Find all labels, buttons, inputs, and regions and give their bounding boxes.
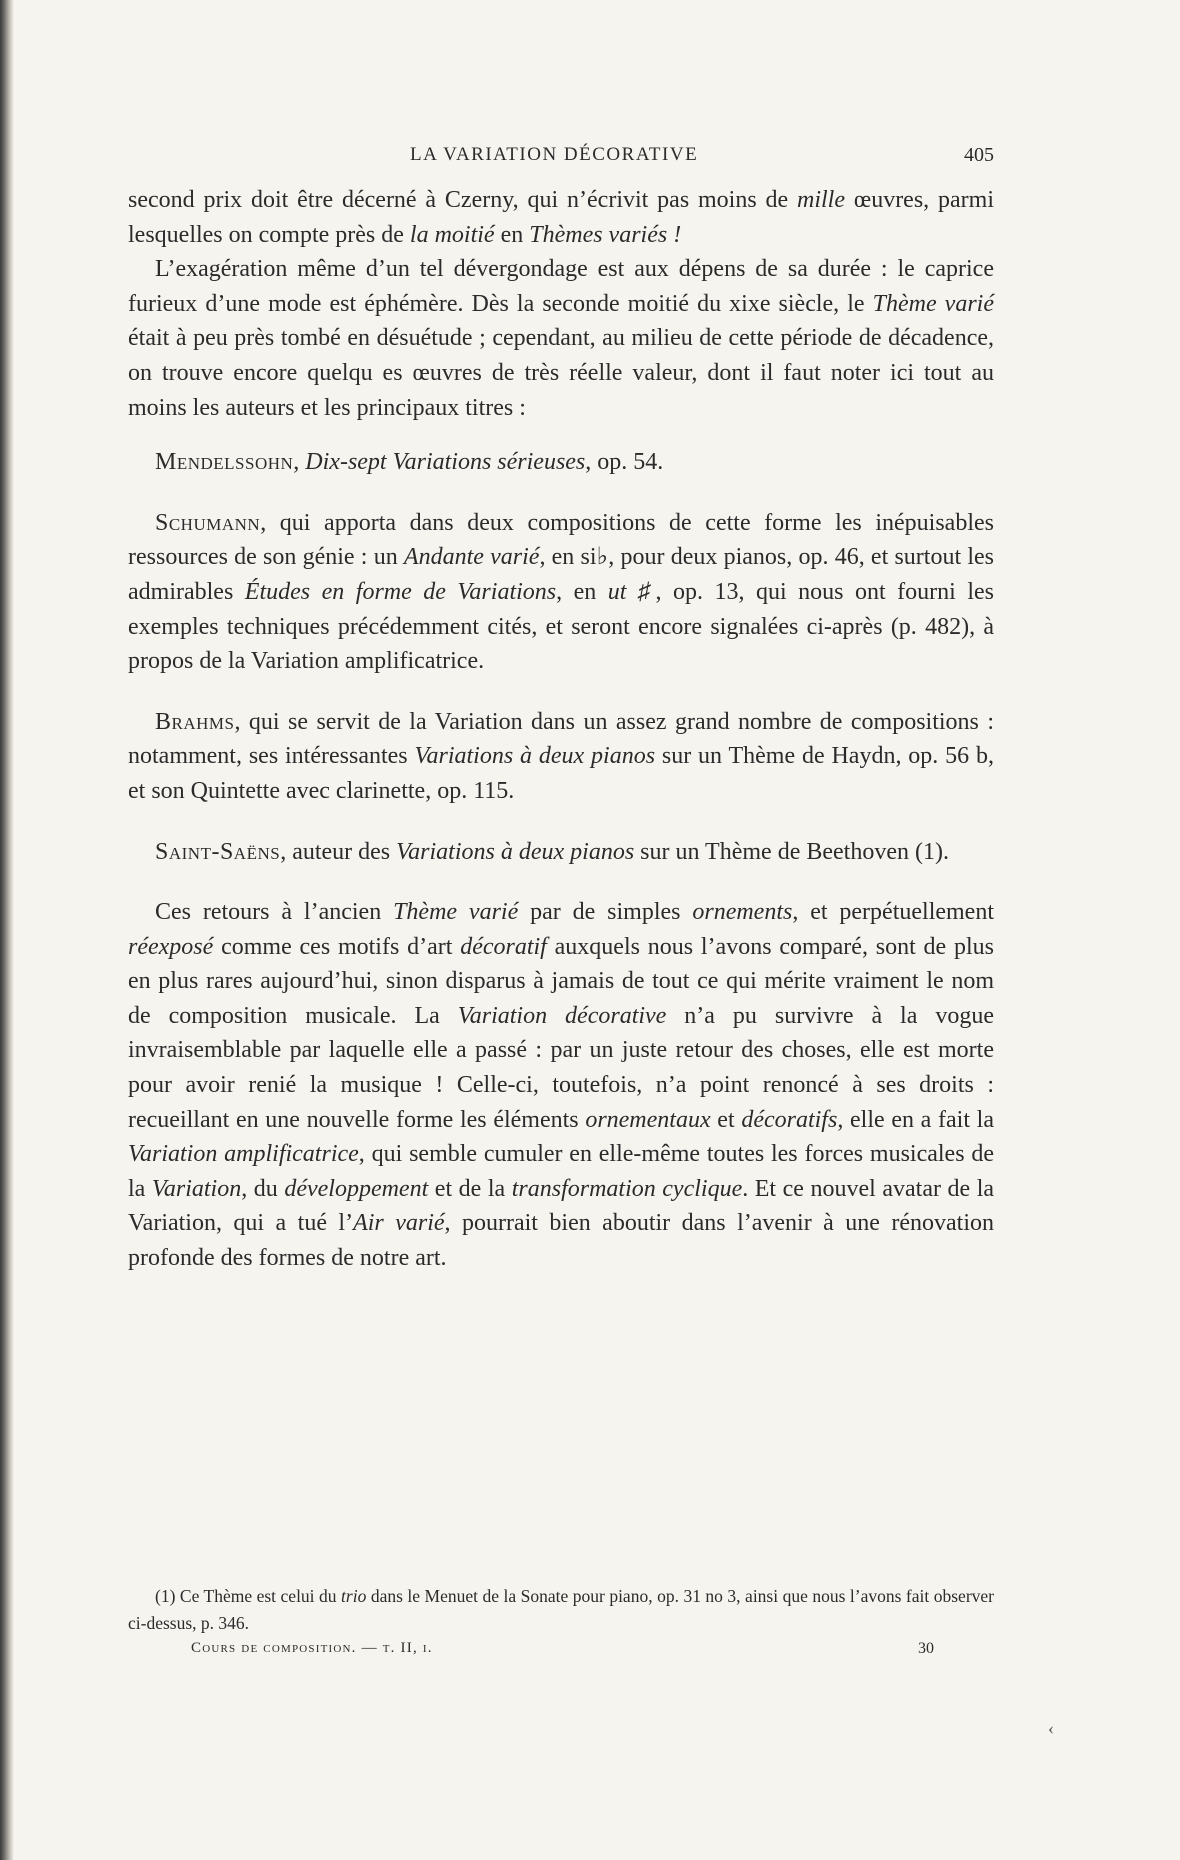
paragraph-exageration: L’exagération même d’un tel dévergondage est aux dépens de sa durée : le caprice furieux d’une mode est éphémère. Dès la seconde moitié du xixe siècle, le Thème varié était à peu près tombé en désuétude ; cependant, au milieu de cette période de décadence, on trouve encore quelqu es œuvres de très réelle valeur, dont il faut noter ici tout au moins les auteurs et les principaux titres : — [128, 256, 994, 421]
paragraph-czerny: second prix doit être décerné à Czerny, qui n’écrivit pas moins de mille œuvres, parmi lesquelles on compte près de la moitié en Thèmes variés ! — [128, 187, 994, 248]
signature-line: Cours de composition. — t. II, i. — [191, 1640, 433, 1656]
entry-saint-saens: Saint-Saëns, auteur des Variations à deux pianos sur un Thème de Beethoven (1). — [155, 838, 949, 865]
composer-name: Brahms — [155, 708, 235, 735]
running-title: LA VARIATION DÉCORATIVE — [410, 144, 699, 165]
entry-brahms: Brahms, qui se servit de la Variation dans un assez grand nombre de compositions : notamment, ses intéressantes Variations à deux pianos sur un Thème de Haydn, op. 56 b, et son Quintette avec clarinette, op. 115. — [128, 708, 994, 804]
paragraph-conclusion: Ces retours à l’ancien Thème varié par de simples ornements, et perpétuellement réexposé comme ces motifs d’art décoratif auxquels nous l’avons comparé, sont de plus en plus rares aujourd’hui, sinon disparus à jamais de tout ce qui mérite vraiment le nom de composition musicale. La Variation décorative n’a pu survivre à la vogue invraisemblable par laquelle elle a passé : par un juste retour des choses, elle est morte pour avoir renié la musique ! Celle-ci, toutefois, n’a point renoncé à ses droits : recueillant en une nouvelle forme les éléments ornementaux et décoratifs, elle en a fait la Variation amplificatrice, qui semble cumuler en elle-même toutes les forces musicales de la Variation, du développement et de la transformation cyclique. Et ce nouvel avatar de la Variation, qui a tué l’Air varié, pourrait bien aboutir dans l’avenir à une rénovation profonde des formes de notre art. — [128, 899, 995, 1272]
footnote: (1) Ce Thème est celui du trio dans le Menuet de la Sonate pour piano, op. 31 no 3, ainsi que nous l’avons fait observer ci-dessus, p. 346. — [128, 1586, 994, 1633]
entry-mendelssohn: Mendelssohn, Dix-sept Variations sérieuses, op. 54. — [155, 449, 664, 476]
composer-name: Saint-Saëns — [155, 838, 281, 865]
page-number: 405 — [964, 144, 994, 166]
binding-edge — [0, 0, 14, 1860]
composer-name: Schumann — [155, 509, 261, 536]
margin-mark: ‹ — [1048, 1718, 1054, 1738]
signature-number: 30 — [918, 1640, 934, 1657]
running-head — [128, 144, 994, 174]
signature-footer — [128, 1640, 994, 1666]
entry-schumann: Schumann, qui apporta dans deux compositions de cette forme les inépuisables ressources de son génie : un Andante varié, en si♭, pour deux pianos, op. 46, et surtout les admirables Études en forme de Variations, en ut ♯, op. 13, qui nous ont fourni les exemples techniques précédemment cités, et seront encore signalées ci-après (p. 482), à propos de la Variation amplificatrice. — [128, 509, 995, 675]
page-body — [128, 183, 994, 1276]
composer-name: Mendelssohn — [155, 449, 294, 476]
